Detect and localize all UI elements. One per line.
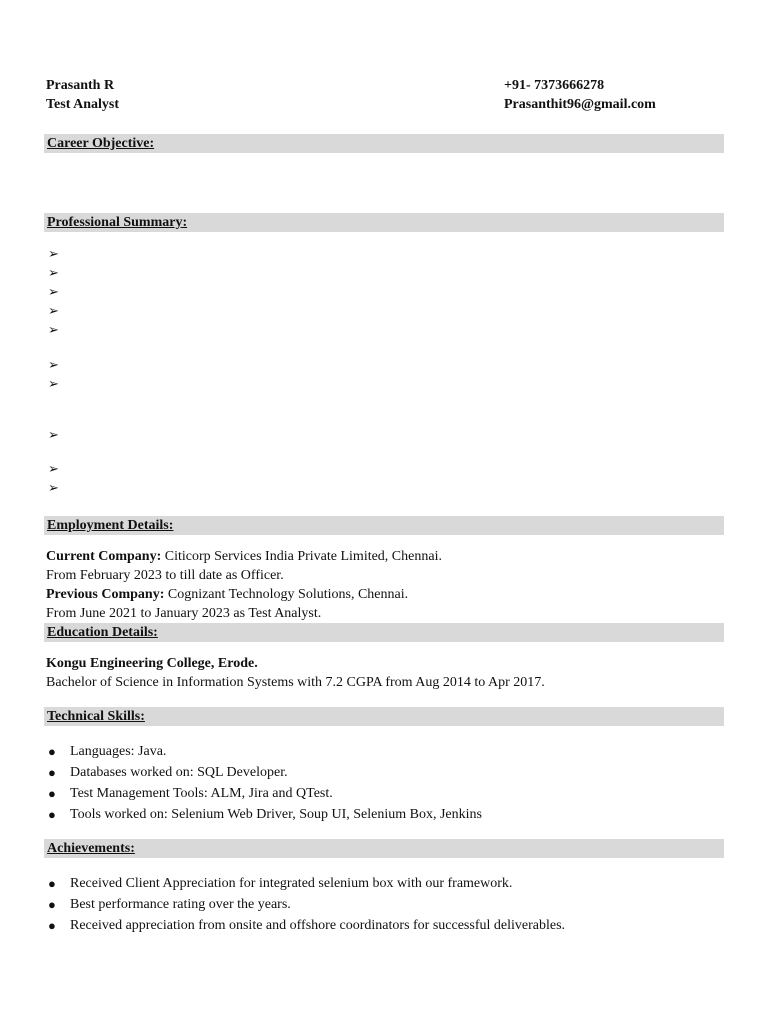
- bullet-dot-icon: ●: [48, 765, 56, 780]
- section-header-employment-details: [44, 516, 724, 535]
- bullet-dot-icon: ●: [48, 897, 56, 912]
- achievement-item: Received Client Appreciation for integrated selenium box with our framework.: [70, 876, 513, 891]
- bullet-dot-icon: ●: [48, 918, 56, 933]
- previous-company-name: Cognizant Technology Solutions, Chennai.: [164, 587, 409, 602]
- skill-item: Test Management Tools: ALM, Jira and QTest.: [70, 786, 333, 801]
- arrow-bullet-icon: ➢: [48, 303, 59, 318]
- college-name: Kongu Engineering College, Erode.: [46, 656, 258, 671]
- bullet-dot-icon: ●: [48, 786, 56, 801]
- section-title: Career Objective:: [47, 136, 155, 151]
- arrow-bullet-icon: ➢: [48, 265, 59, 280]
- previous-company-line: [46, 585, 408, 604]
- section-header-career-objective: [44, 134, 724, 153]
- email-address: Prasanthit96@gmail.com: [504, 97, 656, 112]
- section-header-technical-skills: [44, 707, 724, 726]
- candidate-name: Prasanth R: [46, 78, 115, 93]
- achievement-item: Received appreciation from onsite and offshore coordinators for successful deliverables.: [70, 918, 566, 933]
- bullet-dot-icon: ●: [48, 744, 56, 759]
- candidate-role: Test Analyst: [46, 97, 120, 112]
- current-company-name: Citicorp Services India Private Limited, Chennai.: [161, 549, 442, 564]
- arrow-bullet-icon: ➢: [48, 357, 59, 372]
- skill-item: Languages: Java.: [70, 744, 167, 759]
- arrow-bullet-icon: ➢: [48, 480, 59, 495]
- achievement-item: Best performance rating over the years.: [70, 897, 291, 912]
- section-header-achievements: [44, 839, 724, 858]
- current-company-line: [46, 547, 442, 566]
- previous-company-period: From June 2021 to January 2023 as Test Analyst.: [46, 606, 322, 621]
- skill-item: Databases worked on: SQL Developer.: [70, 765, 288, 780]
- arrow-bullet-icon: ➢: [48, 461, 59, 476]
- degree-details: Bachelor of Science in Information Systems with 7.2 CGPA from Aug 2014 to Apr 2017.: [46, 675, 545, 690]
- skill-item: Tools worked on: Selenium Web Driver, Soup UI, Selenium Box, Jenkins: [70, 807, 482, 822]
- section-header-professional-summary: [44, 213, 724, 232]
- arrow-bullet-icon: ➢: [48, 284, 59, 299]
- bullet-dot-icon: ●: [48, 807, 56, 822]
- arrow-bullet-icon: ➢: [48, 322, 59, 337]
- section-title: Technical Skills:: [47, 709, 145, 724]
- arrow-bullet-icon: ➢: [48, 376, 59, 391]
- arrow-bullet-icon: ➢: [48, 427, 59, 442]
- section-title: Employment Details:: [47, 518, 174, 533]
- section-title: Education Details:: [47, 625, 158, 640]
- current-company-period: From February 2023 to till date as Officer.: [46, 568, 284, 583]
- phone-number: +91- 7373666278: [504, 78, 605, 93]
- section-header-education-details: [44, 623, 724, 642]
- bullet-dot-icon: ●: [48, 876, 56, 891]
- section-title: Professional Summary:: [47, 215, 188, 230]
- current-company-label: Current Company:: [46, 549, 162, 564]
- section-title: Achievements:: [47, 841, 135, 856]
- arrow-bullet-icon: ➢: [48, 246, 59, 261]
- previous-company-label: Previous Company:: [46, 587, 165, 602]
